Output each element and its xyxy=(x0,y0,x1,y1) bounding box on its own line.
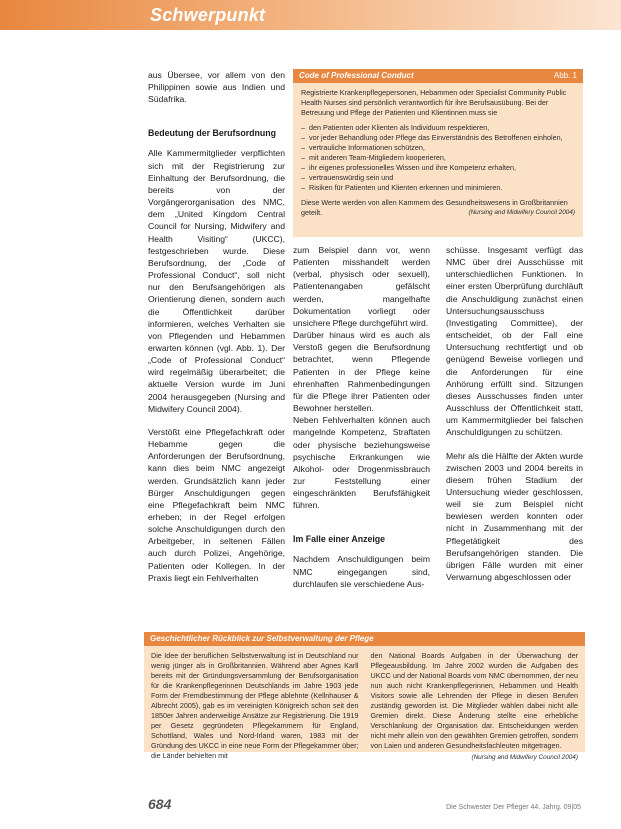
list-item: – vertrauliche Informationen schützen, xyxy=(301,143,575,153)
section-label: Schwerpunkt xyxy=(150,5,266,25)
box-title-bar xyxy=(293,69,583,83)
body-paragraph: zum Beispiel dann vor, wenn Patienten misshandelt werden (verbal, physisch oder sexuell), Patientenangaben gefälscht werden, mangelhafte Dokumentation vorliegt oder unsichere Pflege durchgeführt wird. xyxy=(293,245,430,328)
body-paragraph: Verstößt eine Pflegefachkraft oder Hebamme gegen die Anforderungen der Berufsordnung, kann dies beim NMC angezeigt werden. Grundsätzlich kann jeder Bürger Anschuldigungen gegen eine Pflegefachkraft beim NMC erheben; in der Regel erfolgen solche Anschuldigungen durch den Arbeitgeber, in seltenen Fällen auch durch Polizei, Angehörige, Patienten oder Kollegen. In der Praxis liegt ein Fehlverhalten xyxy=(148,426,285,583)
box-title: Code of Professional Conduct xyxy=(299,71,414,80)
box-closing: Diese Werte werden von allen Kammern des Gesundheitswesens in Großbritannien geteilt. xyxy=(301,198,568,217)
section-heading: Im Falle einer Anzeige xyxy=(293,534,386,545)
section-heading: Bedeutung der Berufsordnung xyxy=(148,128,277,139)
body-paragraph: Mehr als die Hälfte der Akten wurde zwischen 2003 und 2004 bereits in diesem frühen Stadium der Untersuchung wieder geschlossen, weil sie zum Beispiel nicht bewiesen werden konnten oder nicht in Zusammenhang mit der Pflegetätigkeit des Berufsangehörigen standen. Die übrigen Fälle wurden mit einer Verwarnung abgeschlossen oder xyxy=(446,450,583,583)
list-item: – den Patienten oder Klienten als Individuum respektieren, xyxy=(301,123,575,133)
body-paragraph: schüsse. Insgesamt verfügt das NMC über drei Ausschüsse mit unterschiedlichen Funktionen. In einer ersten Überprüfung durchläuft die Anschuldigung zunächst einen Untersuchungsausschuss (Investigating Committee), der entscheidet, ob der Fall eine Untersuchung rechtfertigt und ob genügend Beweise vorliegen und die Anforderungen für eine Anhörung erfüllt sind. Sitzungen dieses Ausschusses finden unter Ausschluss der Öffentlichkeit statt, um Kammermitglieder bei falschen Anschuldigungen zu schützen. xyxy=(446,245,583,438)
history-box xyxy=(144,632,585,761)
page-number: 684 xyxy=(148,796,172,812)
header-band xyxy=(0,0,621,30)
list-item: – vertrauenswürdig sein und xyxy=(301,173,575,183)
body-paragraph: Alle Kammermitglieder verpflichten sich mit der Registrierung zur Einhaltung der Berufsordnung, die bereits von der Vorgängerorganisation des NMC, dem „United Kingdom Central Council for Nursing, Midwifery and Health Visiting“ (UKCC), festgeschrieben wurde. Diese Berufsordnung, der „Code of Professional Conduct“, soll nicht nur den Berufsangehörigen als Orientierung dienen, sondern auch die Öffentlichkeit darüber informieren, welches Verhalten sie von Pflegenden und Hebammen erwarten können (vgl. Abb. 1). Der „Code of Professional Conduct“ wird regelmäßig überarbeitet; die aktuelle Version wurde im Juni 2004 herausgegeben (Nursing and Midwifery Council 2004). xyxy=(148,148,285,414)
box-source: (Nursing and Midwifery Council 2004) xyxy=(468,209,575,216)
body-paragraph: Neben Fehlverhalten können auch mangelnde Kompetenz, Straftaten oder physische beziehungsweise psychische Erkrankungen wie Alkohol- oder Drogenmissbrauch zur Feststellung einer eingeschränkten Berufsfähigkeit führen. xyxy=(293,415,430,511)
box-intro: Registrierte Krankenpflegepersonen, Hebammen oder Specialist Community Public Health Nurses sind persönlich verantwortlich für ihre Berufsausübung. Bei der Betreuung und Pflege der Patienten und Klientinnen muss sie xyxy=(301,88,567,117)
list-item: – ihr eigenes professionelles Wissen und ihre Kompetenz erhalten, xyxy=(301,163,575,173)
figure-tag: Abb. 1 xyxy=(553,71,577,80)
history-right-text: den National Boards Aufgaben in der Überwachung der Pflegeausbildung. Im Jahre 2002 wurden die Aufgaben des UKCC und der National Boards vom NMC übernommen, der neu nun auch nicht Krankenpflegerinnen, Hebammen und Health Visitors sowie alle Lehrenden der Pflege in diesen Berufen zuständig geworden ist. Die Mitglieder wählen dabei nicht alle Gremien direkt. Diese Änderung stellte eine erhebliche Verschlankung der Organisation dar. Entscheidungen werden nicht mehr allein von den gewählten Gremien getroffen, sondern von Laien und anderen Gesundheitsfachleuten mitgetragen. xyxy=(370,651,578,750)
list-item: – vor jeder Behandlung oder Pflege das Einverständnis des Betroffenen einholen, xyxy=(301,133,575,143)
body-paragraph: Darüber hinaus wird es auch als Verstoß gegen die Berufsordnung betrachtet, wenn Pflegende Patienten in der Pflege keine ehrenhaften Rahmenbedingungen für die Pflege ihrer Patienten oder Bewohner herstellen. xyxy=(293,330,430,414)
intro-paragraph: aus Übersee, vor allem von den Philippinen sowie aus Indien und Südafrika. xyxy=(148,70,285,105)
history-source: (Nursing and Midwifery Council 2004) xyxy=(471,754,578,761)
text-column-3 xyxy=(446,244,583,583)
list-item: – mit anderen Team-Mitgliedern kooperieren, xyxy=(301,153,575,163)
history-box-title: Geschichtlicher Rückblick zur Selbstverwaltung der Pflege xyxy=(144,632,585,646)
text-column-2 xyxy=(293,244,430,590)
body-paragraph: Nachdem Anschuldigungen beim NMC eingegangen sind, durchlaufen sie verschiedene Aus- xyxy=(293,554,430,589)
code-of-conduct-box xyxy=(293,69,583,237)
history-left-text: Die Idee der beruflichen Selbstverwaltung ist in Deutschland nur wenig jünger als in Großbritannien. Während aber Agnes Karll bereits mit der Gründungsversammlung der Berufsorganisation für die Krankenpflegerinnen Deutschlands im Jahre 1903 jede Form der Fremdbestimmung der Pflege ablehnte (Kellnhauser & Albrecht 2005), gab es im vereinigten Königreich schon seit den 1850er Jahren anderweitige Ansätze zur Registrierung. Die 1919 per Gesetz gegründeten Pflegekammern für England, Schottland, Wales und Nord-Irland waren, 1983 mit der Gründung des UKCC in eine neue Form der Pflegekammer über; die Länder behielten mit xyxy=(151,651,359,760)
conduct-list xyxy=(301,123,575,193)
journal-footer: Die Schwester Der Pfleger 44. Jahrg. 09|05 xyxy=(446,804,581,811)
list-item: – Risiken für Patienten und Klienten erkennen und minimieren. xyxy=(301,183,575,193)
text-column-1 xyxy=(148,69,285,584)
